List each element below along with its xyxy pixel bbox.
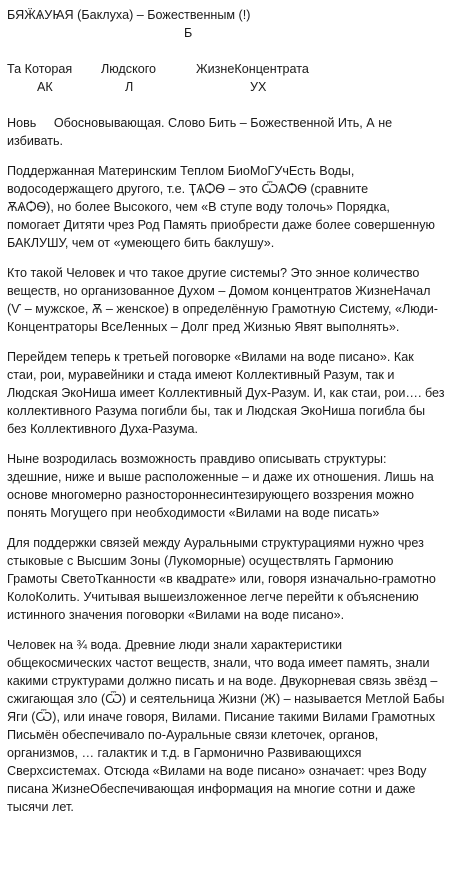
paragraph-line: БАКЛУШУ, чем от «умеющего бить баклушу».	[7, 236, 275, 250]
paragraph-line: Для поддержки связей между Ауральными структурациями нужно чрез	[7, 536, 424, 550]
paragraph-line: стаи, рои, муравейники и стада имеют Коллективный Разум, так и	[7, 368, 395, 382]
paragraph-line: основе многомерно разностороннесинтезирующего воззрения можно	[7, 488, 414, 502]
paragraph-line: какими структурами должно писать и на воде. Двукорневая связь звёзд –	[7, 674, 438, 688]
paragraph-line: веществ, но организованное Духом – Домом концентратов ЖизнеНачал	[7, 284, 431, 298]
paragraph-line: организмов, … галактик и т.д. в Гармонично Развивающихся	[7, 746, 362, 760]
paragraph	[7, 534, 465, 624]
paragraph-line: понять Могущего при необходимости «Вилами на воде писать»	[7, 506, 380, 520]
paragraph	[7, 450, 465, 522]
triplet-word-3: ЖизнеКонцентрата	[196, 62, 309, 76]
paragraph-line: Поддержанная Материнским Теплом БиоМоГУчЕсть Воды,	[7, 164, 355, 178]
paragraph	[7, 162, 465, 252]
paragraph-line: (Ѵ – мужское, Ѫ – женское) в определённую Грамотную Систему, «Люди-	[7, 302, 438, 316]
paragraph-line: тысячи лет.	[7, 800, 74, 814]
paragraph-line: Письмён обеспечивало по-Ауральные связи клеточек, органов,	[7, 728, 379, 742]
paragraph-line: КолоКолить. Учитывая вышеизложенное легче перейти к объяснению	[7, 590, 419, 604]
paragraph-line: коллективного Разума погибли бы, так и Людская ЭкоНиша погибла бы	[7, 404, 426, 418]
paragraph-line: Ныне возродилась возможность правдиво описывать структуры:	[7, 452, 387, 466]
paragraph-line: писана ЖизнеОбеспечивающая информация на многие сотни и даже	[7, 782, 416, 796]
paragraph	[7, 114, 465, 150]
heading	[7, 6, 465, 42]
triplet-word-2: Людского	[101, 62, 157, 76]
paragraph-line: Грамоты СветоТканности «в квадрате» или, говоря изначально-грамотно	[7, 572, 436, 586]
paragraph	[7, 636, 465, 816]
paragraph-line: Концентраторы ВсеЛенных – Долг пред Жизнью Явят выполнять».	[7, 320, 400, 334]
paragraph-line: Перейдем теперь к третьей поговорке «Вилами на воде писано». Как	[7, 350, 414, 364]
paragraph-line: Сверхсистемах. Отсюда «Вилами на воде писано» означает: чрез Воду	[7, 764, 427, 778]
paragraph-line: помогает Дитяти чрез Род Память приобрести даже более совершенную	[7, 218, 435, 232]
paragraph-line: без Коллективного Духа-Разума.	[7, 422, 199, 436]
word-triplet	[7, 60, 465, 96]
paragraph-line: здешние, ниже и выше расположенные – и даже их отношения. Лишь на	[7, 470, 434, 484]
triplet-syllable-1: АК	[37, 80, 53, 94]
paragraph-line: Человек на ¾ вода. Древние люди знали характеристики	[7, 638, 342, 652]
paragraph-line: стыковые с Высшим Зоны (Лукоморные) осуществлять Гармонию	[7, 554, 394, 568]
paragraph-line: Кто такой Человек и что такое другие системы? Это энное количество	[7, 266, 420, 280]
heading-line: БЯӜѦУꙖЯ (Баклуха) – Божественным (!)	[7, 8, 251, 22]
paragraph-line: водосодержащего другого, т.е. ҬѦѺѲ – это ѾѦѺѲ (сравните	[7, 182, 369, 196]
paragraph-line: избивать.	[7, 134, 64, 148]
paragraph	[7, 264, 465, 336]
body-paragraphs	[7, 114, 465, 816]
triplet-syllable-3: УХ	[250, 80, 267, 94]
paragraph-line: истинного значения поговорки «Вилами на воде писано».	[7, 608, 345, 622]
paragraph-line: Новь Обосновывающая. Слово Бить – Божественной Ить, А не	[7, 116, 393, 130]
paragraph-line: ѪѦѺѲ), но более Высокого, чем «В ступе воду толочь» Порядка,	[7, 200, 390, 214]
paragraph-line: сжигающая зло (Ѿ) и сеятельница Жизни (Ж) – называется Метлой Бабы	[7, 692, 445, 706]
triplet-word-1: Та Которая	[7, 62, 73, 76]
paragraph-line: Людская ЭкоНиша имеет Коллективный Дух-Разум. И, как стаи, рои…. без	[7, 386, 445, 400]
paragraph-line: Яги (Ѿ), или иначе говоря, Вилами. Писание такими Вилами Грамотных	[7, 710, 435, 724]
paragraph-line: общекосмических частот веществ, знали, что вода имеет память, знали	[7, 656, 430, 670]
heading-letter: Б	[184, 26, 193, 40]
triplet-syllable-2: Л	[125, 80, 134, 94]
paragraph	[7, 348, 465, 438]
